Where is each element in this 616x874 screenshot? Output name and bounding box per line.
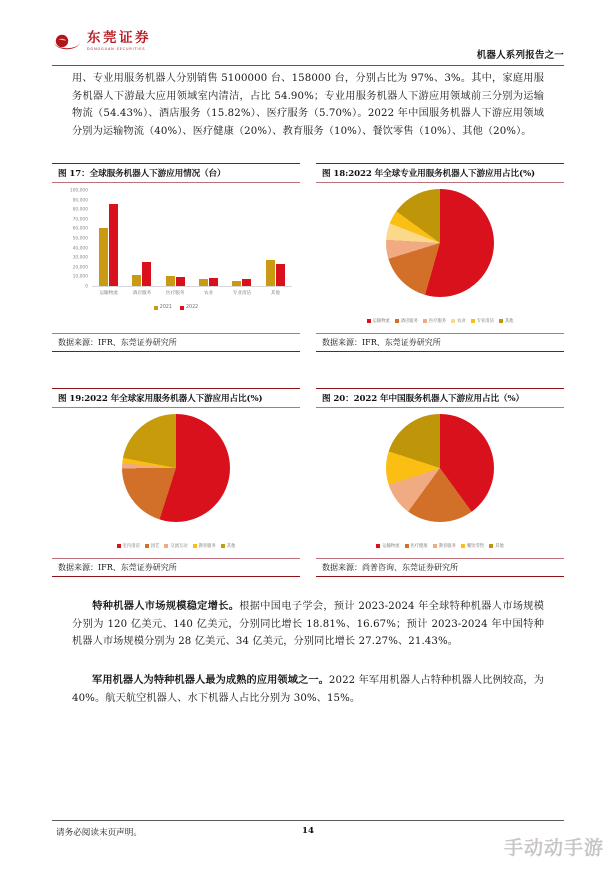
bar-chart-y-axis [52,187,90,291]
paragraph-military-robots [72,672,544,707]
legend-item [367,318,390,324]
legend-label: 2021 [159,305,172,310]
legend-label: 其他 [495,544,504,549]
logo-english-name: DONGGUAN SECURITIES [87,46,146,51]
pie-chart-20 [316,408,564,558]
legend-swatch [117,544,121,548]
legend-label: 2022 [186,305,199,310]
bar-group [229,279,255,286]
bar-chart-legend [52,305,300,310]
legend-swatch [193,544,197,548]
legend-label: 餐饮零售 [466,544,485,549]
legend-swatch [489,544,493,548]
paragraph-military-robots-text: 2022 年军用机器人占特种机器人比例较高，为 40%。航天航空机器人、水下机器人占比分别为 30%、15%。 [72,675,544,704]
legend-item [221,543,236,549]
logo-swoosh-icon [52,33,82,50]
legend-item [499,318,514,324]
bar-chart-x-labels [92,290,292,296]
bar-chart-x-label: 酒店服务 [132,291,152,296]
bar-chart-x-label: 医疗服务 [166,291,185,296]
legend-label: 其他 [226,544,236,549]
legend-label: 医疗服务 [428,319,447,324]
legend-swatch [423,319,427,323]
page-header [52,30,564,66]
legend-label: 室内清洁 [122,544,140,549]
footer-divider [52,820,564,821]
legend-label: 运输物流 [372,319,390,324]
watermark: 手动动手游 [503,837,604,859]
pie-chart-18 [316,183,564,333]
legend-item [117,543,140,549]
legend-item [433,543,456,549]
paragraph-top: 用、专业用服务机器人分别销售 5100000 台、158000 台，分别占比为 97%、3%。其中，家庭用服务机器人下游最大应用领域室内清洁，占比 54.90%；专业用服务机器人下游应用领域前三分别为运输物流（54.43%）、酒店服务（15.82%）、医疗服务（5.70%）。2022 年中国服务机器人下游应用领域分别为运输物流（40%）、医疗健康（20%）、教育服务（10%）、餐饮零售（10%）、其他（20%）。 [72,73,544,137]
bar-2021 [199,279,208,286]
legend-item [145,543,160,549]
legend-item [405,543,428,549]
legend-swatch [405,544,409,548]
pie-chart-19 [52,408,300,558]
paragraph-special-robots [72,598,544,651]
figure-19-plot [52,408,300,558]
legend-swatch [145,544,149,548]
company-logo [52,32,151,51]
bar-group [196,278,222,286]
legend-label: 教育服务 [438,544,456,549]
legend-label: 专业清洁 [476,319,494,324]
legend-label: 运输物流 [382,544,400,549]
legend-swatch [451,319,455,323]
bar-chart-x-label: 农业 [204,291,214,296]
logo-text [87,32,151,51]
legend-label: 农业 [457,319,466,324]
legend-item [451,318,466,324]
bar-2022 [242,279,251,286]
bar-chart-y-tick: 0 [85,284,88,290]
legend-item [471,318,494,324]
bar-chart-y-tick: 100,000 [69,188,88,194]
logo-chinese-name: 东莞证券 [87,30,151,46]
legend-item [376,543,399,549]
bar-chart-y-tick: 60,000 [72,226,88,232]
figure-19-source: 数据来源：IFR、东莞证券研究所 [52,558,300,577]
header-divider [52,65,564,66]
legend-swatch [180,306,184,310]
legend-swatch [433,544,437,548]
bar-chart-y-tick: 20,000 [72,265,88,271]
bar-2021 [232,281,241,286]
legend-label: 园艺 [150,544,160,549]
pie-chart-18-legend [316,318,564,324]
bar-2022 [142,262,151,286]
bar-chart-plot-area [92,191,292,287]
pie-chart-19-legend [52,543,300,549]
bar-chart-y-tick: 50,000 [72,236,88,242]
legend-item [180,305,198,310]
figure-20-plot [316,408,564,558]
legend-label: 酒店服务 [400,319,418,324]
pie-chart-20-disc [386,414,494,522]
bar-group [129,262,155,286]
figure-18 [316,163,564,352]
bar-chart-y-tick: 90,000 [72,198,88,204]
legend-item [164,543,187,549]
legend-label: 其他 [504,319,514,324]
figure-18-source: 数据来源：IFR、东莞证券研究所 [316,333,564,352]
paragraph-military-robots-lead: 军用机器人为特种机器人最为成熟的应用领域之一。 [92,674,329,686]
legend-swatch [164,544,168,548]
figure-17-title: 图 17：全球服务机器人下游应用情况（台） [52,163,300,183]
bar-group [262,260,288,286]
bar-2021 [132,275,141,286]
legend-label: 教育服务 [198,544,216,549]
figure-19-title: 图 19:2022 年全球家用服务机器人下游应用占比(%) [52,388,300,408]
bar-chart-x-label: 运输物流 [99,291,118,296]
legend-swatch [461,544,465,548]
bar-chart-x-label: 其他 [270,291,280,296]
figure-20-title: 图 20：2022 年中国服务机器人下游应用占比（%） [316,388,564,408]
legend-swatch [376,544,380,548]
legend-item [423,318,446,324]
figure-20 [316,388,564,577]
figure-17 [52,163,300,352]
footer-disclaimer: 请务必阅读末页声明。 [56,828,142,838]
bar-2022 [109,204,118,286]
legend-swatch [395,319,399,323]
bar-2022 [176,277,185,286]
bar-2021 [99,228,108,286]
figure-17-plot [52,183,300,333]
paragraph-special-robots-lead: 特种机器人市场规模稳定增长。 [92,600,240,612]
bar-chart [52,187,300,317]
legend-label: 交流互动 [170,544,188,549]
legend-item [193,543,216,549]
bar-chart-y-tick: 40,000 [72,246,88,252]
legend-swatch [221,544,225,548]
bar-group [162,276,188,286]
bar-chart-y-tick: 30,000 [72,255,88,261]
bar-chart-y-tick: 10,000 [72,274,88,280]
paragraph-special-robots-text: 根据中国电子学会，预计 2023-2024 年全球特种机器人市场规模分别为 120 亿美元、140 亿美元，分别同比增长 18.81%、16.67%；预计 2023-2024 年中国特种机器人市场规模分别为 28 亿美元、34 亿美元，分别同比增长 27.27%、21.43%。 [72,601,544,648]
bar-2022 [209,278,218,286]
legend-item [461,543,484,549]
legend-swatch [367,319,371,323]
pie-chart-18-disc [386,189,494,297]
bar-2022 [276,264,285,286]
legend-item [489,543,504,549]
figure-17-source: 数据来源：IFR、东莞证券研究所 [52,333,300,352]
figure-19 [52,388,300,577]
bar-chart-x-label: 专业清洁 [232,291,252,296]
legend-swatch [154,306,158,310]
figure-18-title: 图 18:2022 年全球专业用服务机器人下游应用占比(%) [316,163,564,183]
bar-chart-y-tick: 70,000 [72,217,88,223]
page-number: 14 [302,826,314,836]
legend-swatch [471,319,475,323]
bar-chart-y-tick: 80,000 [72,207,88,213]
legend-item [154,305,172,310]
report-series-title: 机器人系列报告之一 [476,50,564,61]
bar-group [96,204,122,286]
figure-20-source: 数据来源：尚普咨询、东莞证券研究所 [316,558,564,577]
bar-2021 [166,276,175,286]
pie-chart-19-disc [122,414,230,522]
pie-chart-20-legend [316,543,564,549]
legend-swatch [499,319,503,323]
bar-2021 [266,260,275,286]
figure-18-plot [316,183,564,333]
legend-label: 医疗健康 [410,544,428,549]
legend-item [395,318,418,324]
